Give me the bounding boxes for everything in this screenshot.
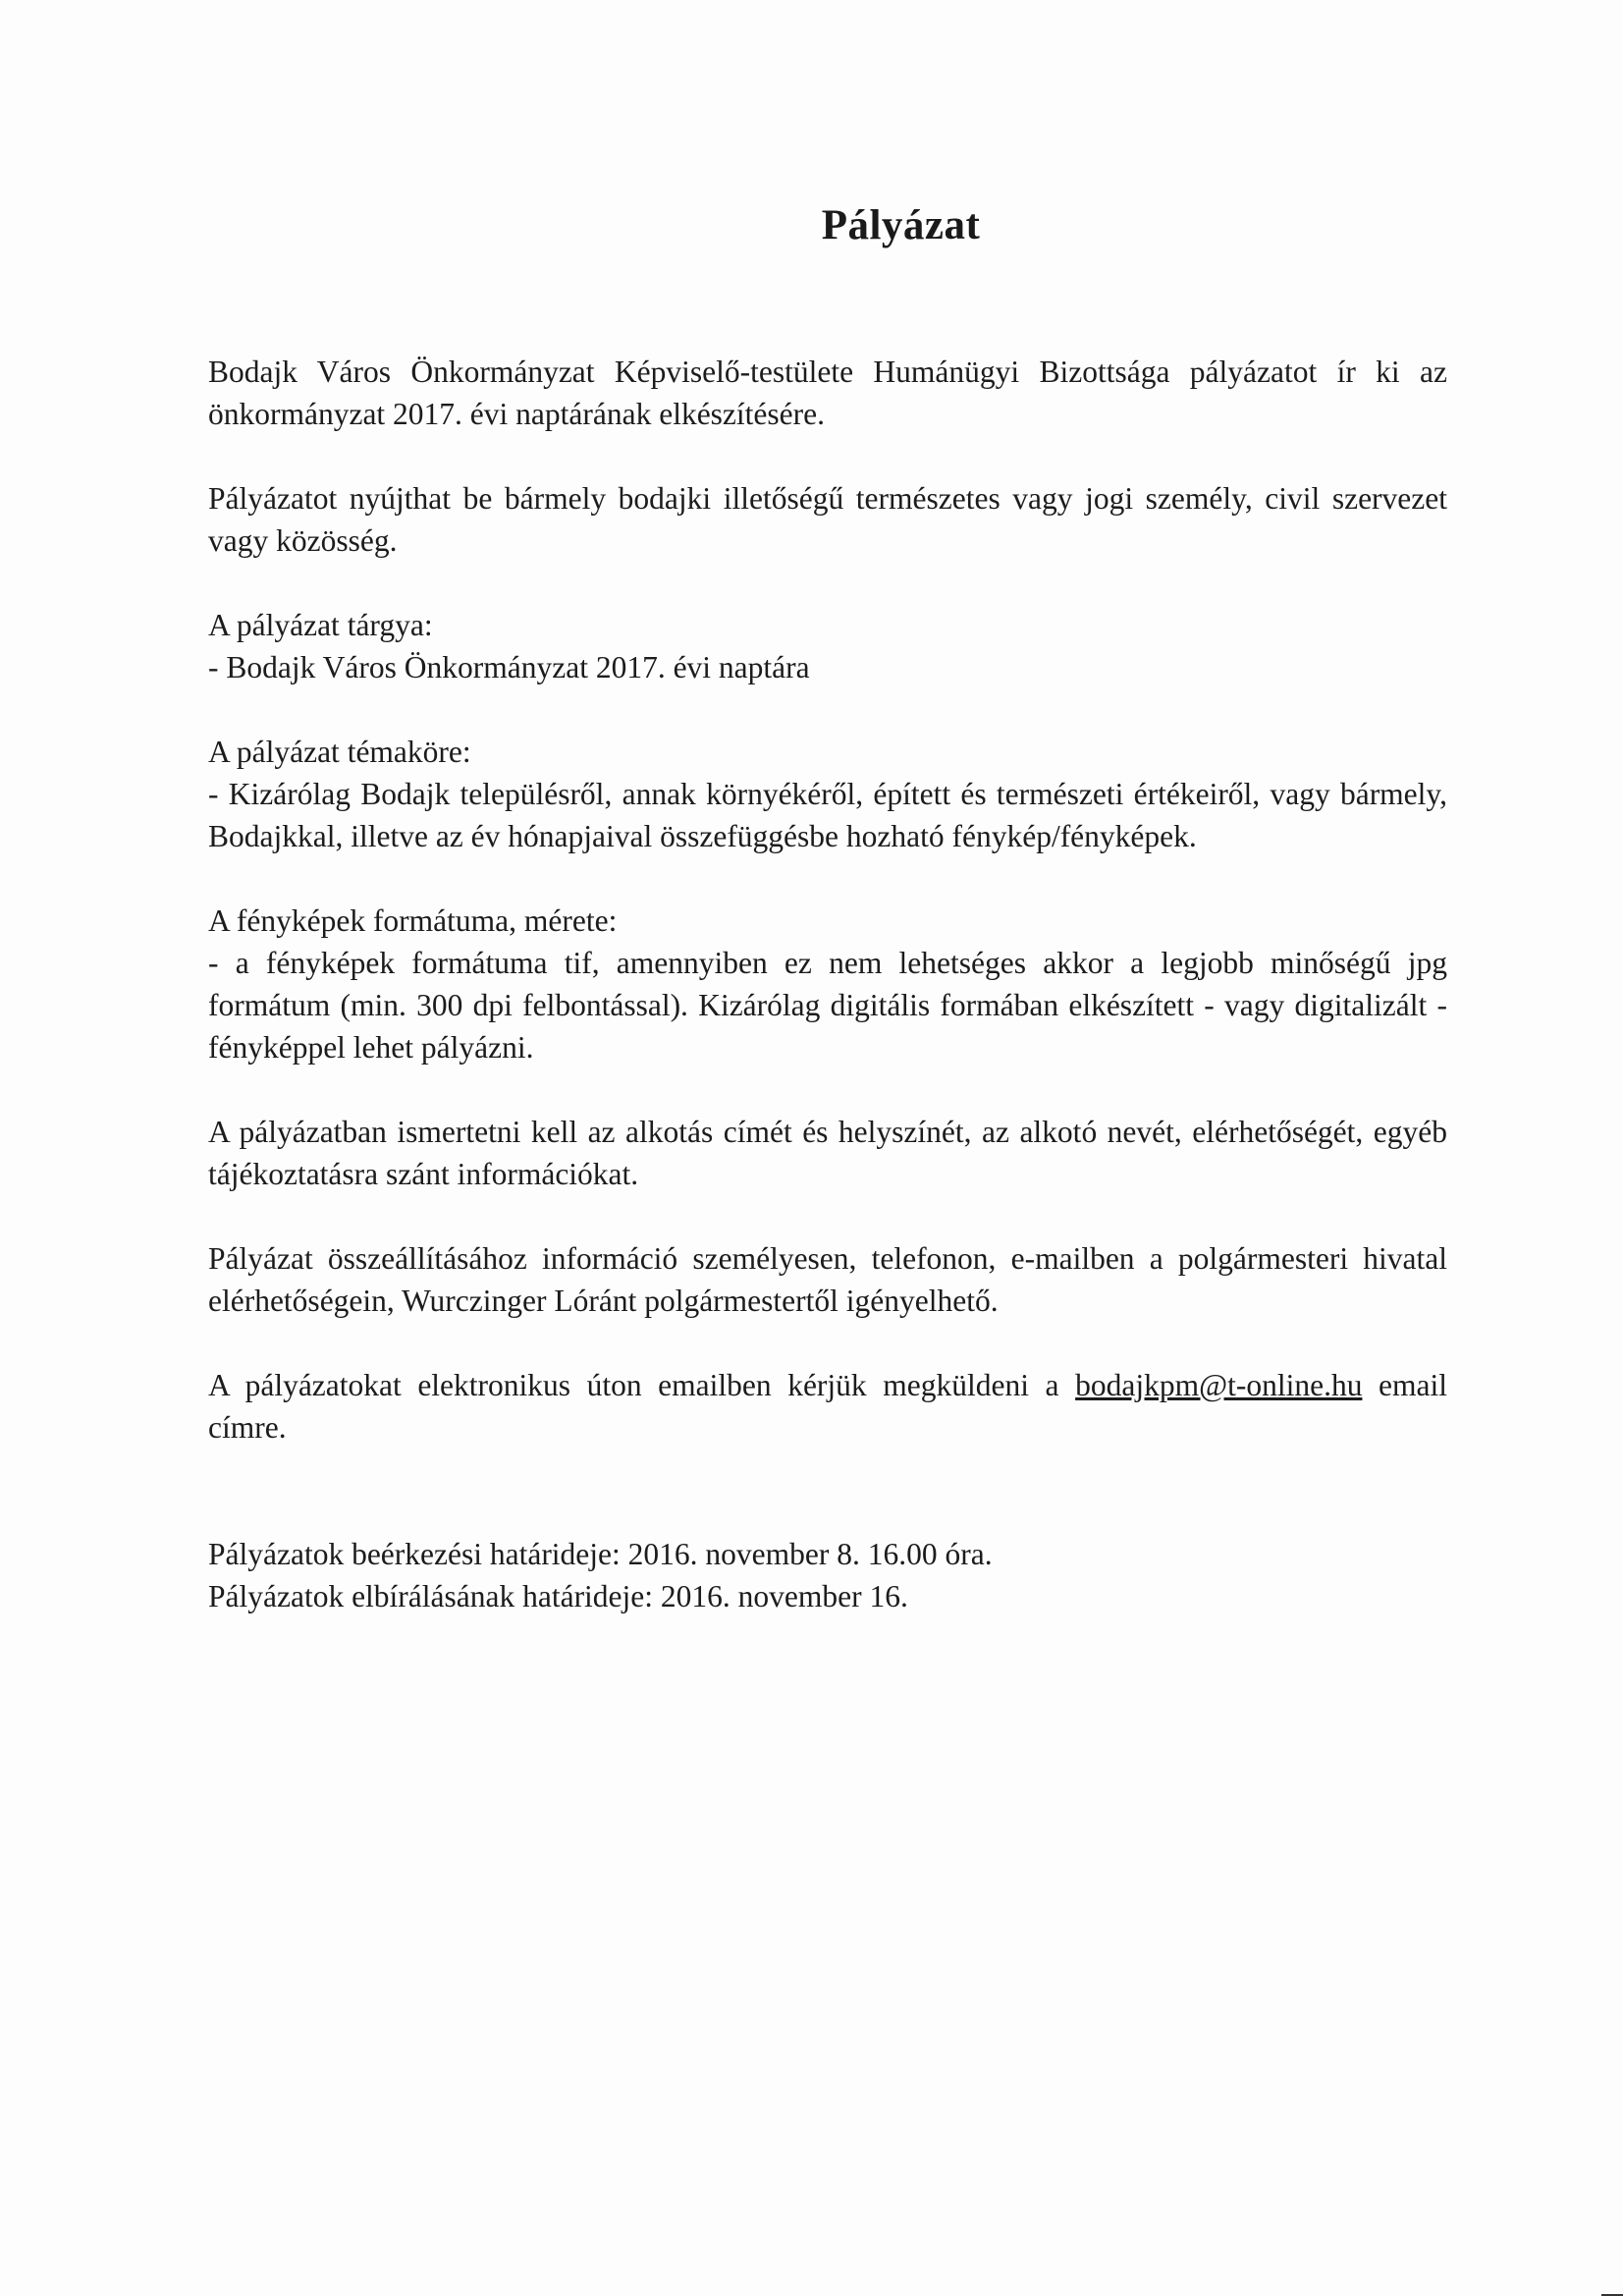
topic-item: - Kizárólag Bodajk településről, annak környékéről, épített és természeti értékeiről, vagy bármely, Bodajkkal, illetve az év hónapjaival összefüggésbe hozható fénykép/fényképek.: [208, 777, 1447, 853]
submission-text-after: email címre.: [208, 1368, 1447, 1445]
topic-section: [208, 731, 1447, 857]
page-title: Pályázat: [821, 202, 981, 248]
subject-item: - Bodajk Város Önkormányzat 2017. évi naptára: [208, 650, 810, 684]
document-body: [208, 351, 1447, 1660]
deadlines-section: [208, 1533, 1447, 1617]
topic-heading: A pályázat témaköre:: [208, 735, 471, 769]
submission-paragraph: [208, 1364, 1447, 1449]
subject-heading: A pályázat tárgya:: [208, 608, 433, 642]
subject-section: [208, 604, 1447, 688]
email-link[interactable]: bodajkpm@t-online.hu: [1075, 1368, 1363, 1402]
info-paragraph: Pályázat összeállításához információ személyesen, telefonon, e-mailben a polgármesteri hivatal elérhetőségein, Wurczinger Lóránt polgármestertől igényelhető.: [208, 1241, 1447, 1318]
format-section: [208, 900, 1447, 1068]
eligibility-paragraph: Pályázatot nyújthat be bármely bodajki illetőségű természetes vagy jogi személy, civil szervezet vagy közösség.: [208, 481, 1447, 558]
submission-text-before: A pályázatokat elektronikus úton emailben kérjük megküldeni a: [208, 1368, 1076, 1402]
intro-paragraph: Bodajk Város Önkormányzat Képviselő-testülete Humánügyi Bizottsága pályázatot ír ki az önkormányzat 2017. évi naptárának elkészítésére.: [208, 355, 1447, 431]
format-item: - a fényképek formátuma tif, amennyiben ez nem lehetséges akkor a legjobb minőségű jpg formátum (min. 300 dpi felbontással). Kizárólag digitális formában elkészített - vagy digitalizált - fényképpel lehet pályázni.: [208, 946, 1447, 1065]
requirements-paragraph: A pályázatban ismertetni kell az alkotás címét és helyszínét, az alkotó nevét, elérhetőségét, egyéb tájékoztatásra szánt információkat.: [208, 1115, 1447, 1191]
format-heading: A fényképek formátuma, mérete:: [208, 903, 618, 938]
evaluation-deadline: Pályázatok elbírálásának határideje: 2016. november 16.: [208, 1579, 908, 1613]
receipt-deadline: Pályázatok beérkezési határideje: 2016. november 8. 16.00 óra.: [208, 1537, 993, 1571]
